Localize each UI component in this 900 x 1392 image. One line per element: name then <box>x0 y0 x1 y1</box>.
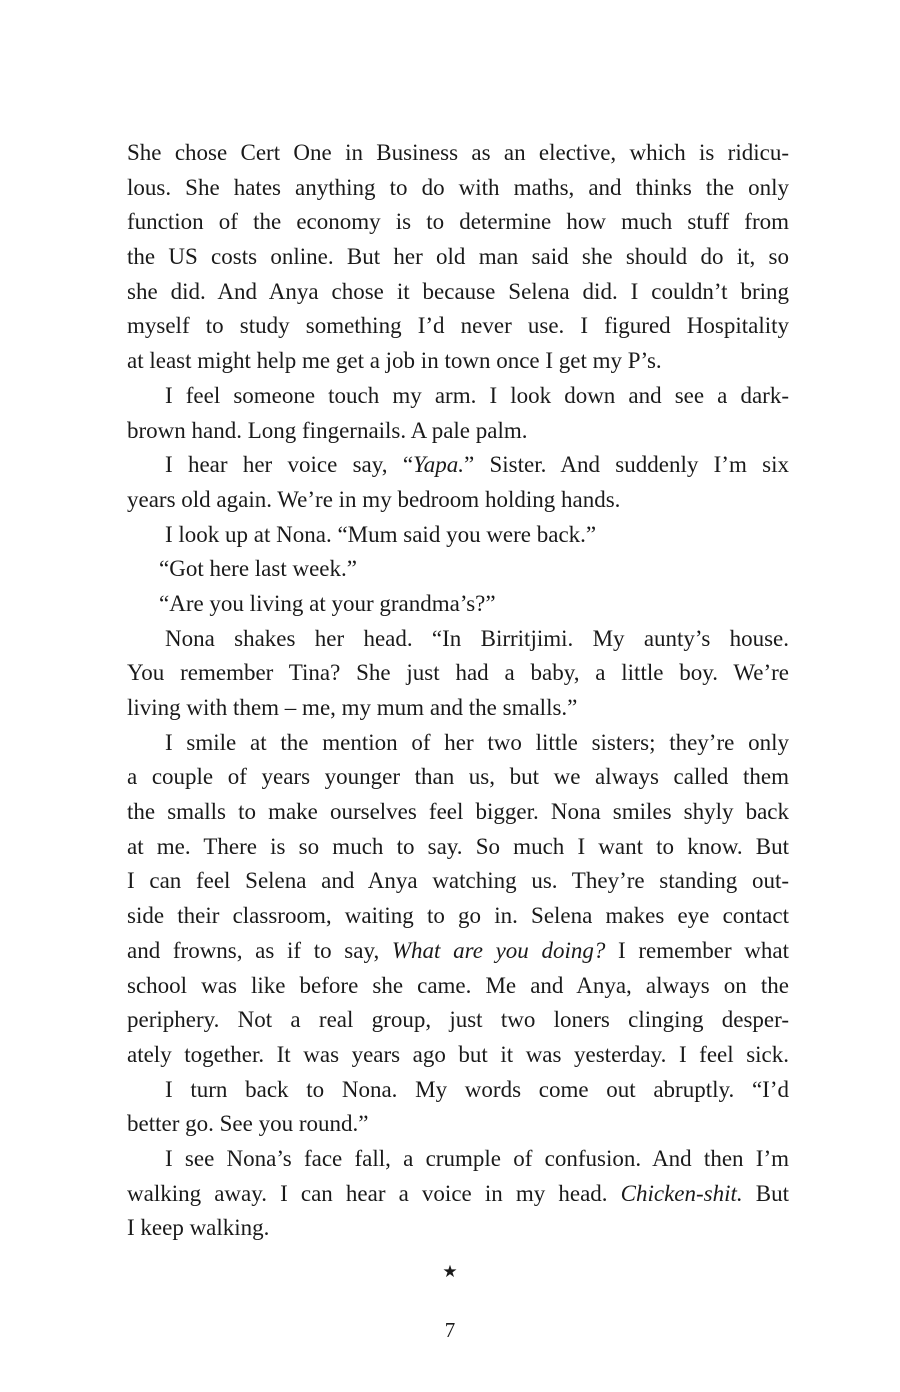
text-segment: walking away. I can hear a voice in my head. <box>127 1180 621 1206</box>
text-line <box>127 934 789 969</box>
text-line: I feel someone touch my arm. I look down and see a dark- <box>165 382 789 408</box>
text-line: the smalls to make ourselves feel bigger. Nona smiles shyly back <box>127 799 789 825</box>
text-line: myself to study something I’d never use. I figured Hospitality <box>127 313 789 339</box>
text-line: periphery. Not a real group, just two loners clinging desper- <box>127 1007 789 1033</box>
text-line: brown hand. Long fingernails. A pale palm. <box>127 417 528 443</box>
text-line: at least might help me get a job in town once I get my P’s. <box>127 348 662 374</box>
text-line <box>127 1177 789 1212</box>
text-segment: I remember what <box>605 937 789 963</box>
text-segment: ” Sister. And suddenly I’m six <box>463 452 789 478</box>
text-line: ately together. It was years ago but it was yesterday. I feel sick. <box>127 1041 789 1067</box>
text-line <box>127 448 789 483</box>
text-line: I smile at the mention of her two little sisters; they’re only <box>165 729 789 755</box>
italic-word: Chicken-shit. <box>620 1180 743 1206</box>
section-break-star-icon: ★ <box>442 1262 458 1282</box>
italic-phrase: What are you doing? <box>391 937 606 963</box>
text-line: better go. See you round.” <box>127 1111 369 1137</box>
page-number: 7 <box>444 1318 456 1342</box>
text-line: a couple of years younger than us, but we always called them <box>127 764 789 790</box>
text-line: lous. She hates anything to do with maths, and thinks the only <box>127 174 789 200</box>
text-segment: But <box>742 1180 790 1206</box>
text-line: “Got here last week.” <box>159 556 357 582</box>
text-line: at me. There is so much to say. So much I want to know. But <box>127 833 789 859</box>
text-line: side their classroom, waiting to go in. Selena makes eye contact <box>127 903 789 929</box>
text-line: She chose Cert One in Business as an elective, which is ridicu- <box>127 140 789 165</box>
text-line: years old again. We’re in my bedroom holding hands. <box>127 486 621 512</box>
text-line: Nona shakes her head. “In Birritjimi. My aunty’s house. <box>165 625 789 651</box>
text-line: I see Nona’s face fall, a crumple of confusion. And then I’m <box>165 1145 789 1171</box>
text-line: school was like before she came. Me and Anya, always on the <box>127 972 789 998</box>
text-line: living with them – me, my mum and the smalls.” <box>127 695 578 720</box>
text-line: the US costs online. But her old man said she should do it, so <box>127 244 789 270</box>
text-line: You remember Tina? She just had a baby, a little boy. We’re <box>127 660 789 686</box>
text-line: I look up at Nona. “Mum said you were back.” <box>165 521 597 547</box>
text-line: I keep walking. <box>127 1215 270 1241</box>
text-line: I can feel Selena and Anya watching us. They’re standing out- <box>127 868 789 894</box>
italic-word: Yapa. <box>413 452 464 478</box>
text-line: “Are you living at your grandma’s?” <box>159 590 496 616</box>
text-line: she did. And Anya chose it because Selena did. I couldn’t bring <box>127 278 789 304</box>
page-body <box>127 136 789 1246</box>
text-line: I turn back to Nona. My words come out abruptly. “I’d <box>165 1076 789 1102</box>
text-segment: and frowns, as if to say, <box>127 937 392 963</box>
text-segment: I hear her voice say, “ <box>165 452 414 478</box>
text-line: function of the economy is to determine how much stuff from <box>127 209 789 235</box>
